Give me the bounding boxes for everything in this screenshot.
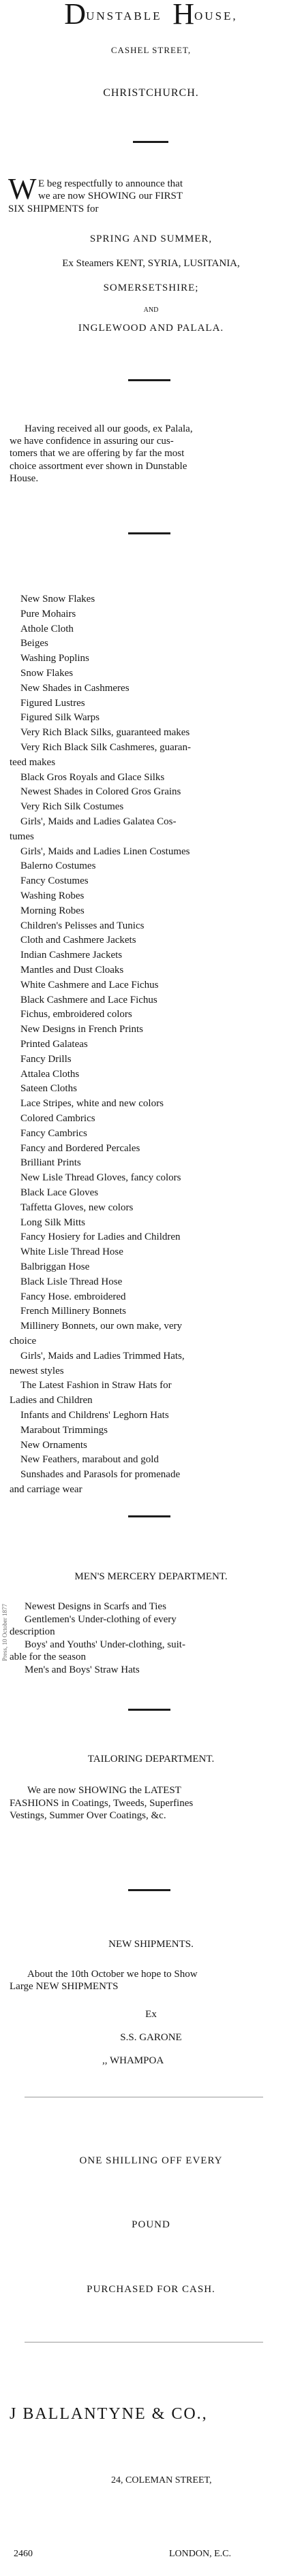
goods-item: choice bbox=[10, 1336, 37, 1347]
divider-rule-3 bbox=[128, 532, 170, 534]
steamers-and: AND bbox=[143, 306, 159, 314]
goods-item: Marabout Trimmings bbox=[20, 1424, 108, 1436]
street-address: CASHEL STREET, bbox=[110, 45, 192, 55]
goods-item: New Feathers, marabout and gold bbox=[20, 1454, 159, 1466]
goods-item: Taffetta Gloves, new colors bbox=[20, 1202, 134, 1213]
goods-item: Black Lace Gloves bbox=[20, 1187, 99, 1198]
notice-line: House. bbox=[10, 472, 39, 484]
goods-item: Cloth and Cashmere Jackets bbox=[20, 935, 136, 946]
shipments-line-1: About the 10th October we hope to Show bbox=[27, 1969, 198, 1980]
goods-item: Fancy Costumes bbox=[20, 875, 89, 887]
goods-item: Indian Cashmere Jackets bbox=[20, 950, 123, 961]
firm-address: 24, COLEMAN STREET, bbox=[111, 2475, 212, 2485]
intro-line-2: we are now SHOWING our FIRST bbox=[38, 191, 183, 202]
goods-item: Pure Mohairs bbox=[20, 608, 76, 619]
shipments-ex: Ex bbox=[145, 2009, 157, 2020]
notice-line: tomers that we are offering by far the most bbox=[10, 448, 185, 460]
goods-item: Girls', Maids and Ladies Galatea Cos- bbox=[20, 816, 177, 827]
goods-item: Lace Stripes, white and new colors bbox=[20, 1098, 164, 1110]
goods-item: New Shades in Cashmeres bbox=[20, 682, 130, 694]
divider-rule-5 bbox=[128, 1709, 170, 1711]
divider-rule-4 bbox=[128, 1515, 170, 1517]
goods-item: Athole Cloth bbox=[20, 623, 74, 634]
goods-item: French Millinery Bonnets bbox=[20, 1306, 126, 1317]
goods-item: Fancy Drills bbox=[20, 1053, 72, 1065]
goods-item: Black Gros Royals and Glace Silks bbox=[20, 771, 165, 783]
goods-item: Washing Robes bbox=[20, 890, 85, 901]
goods-item: Sateen Cloths bbox=[20, 1083, 77, 1095]
goods-item: Balbriggan Hose bbox=[20, 1261, 90, 1272]
goods-item: Black Lisle Thread Hose bbox=[20, 1276, 123, 1287]
goods-item: The Latest Fashion in Straw Hats for bbox=[20, 1380, 172, 1391]
goods-item: Fancy and Bordered Percales bbox=[20, 1142, 140, 1154]
steamers-line-3: INGLEWOOD AND PALALA. bbox=[78, 323, 224, 334]
title-part-2: OUSE, bbox=[194, 10, 238, 22]
intro-line-1: E beg respectfully to announce that bbox=[38, 178, 183, 189]
notice-line: choice assortment ever shown in Dunstable bbox=[10, 460, 187, 472]
shipments-line-2: Large NEW SHIPMENTS bbox=[10, 1981, 119, 1992]
firm-city: LONDON, E.C. bbox=[169, 2549, 231, 2559]
season-heading: SPRING AND SUMMER, bbox=[89, 234, 213, 244]
goods-item: Infants and Childrens' Leghorn Hats bbox=[20, 1410, 169, 1421]
goods-item: tumes bbox=[10, 831, 34, 842]
goods-item: Snow Flakes bbox=[20, 668, 74, 679]
goods-item: New Designs in French Prints bbox=[20, 1024, 143, 1035]
intro-dropcap: W bbox=[8, 172, 37, 206]
goods-item: Attalea Cloths bbox=[20, 1068, 80, 1080]
mercery-item: able for the season bbox=[10, 1652, 87, 1662]
goods-item: White Lisle Thread Hose bbox=[20, 1246, 123, 1258]
goods-item: Long Silk Mitts bbox=[20, 1217, 86, 1228]
goods-item: Morning Robes bbox=[20, 905, 85, 916]
divider-rule-1 bbox=[133, 141, 168, 143]
tailoring-line: FASHIONS in Coatings, Tweeds, Superfines bbox=[10, 1797, 194, 1809]
goods-item: Figured Silk Warps bbox=[20, 712, 100, 724]
shipments-ship-2: ,, WHAMPOA bbox=[102, 2055, 164, 2066]
goods-item: White Cashmere and Lace Fichus bbox=[20, 979, 159, 991]
goods-item: newest styles bbox=[10, 1365, 64, 1376]
goods-item: Very Rich Black Silks, guaranteed makes bbox=[20, 727, 190, 739]
goods-item: Newest Shades in Colored Gros Grains bbox=[20, 786, 181, 798]
goods-item: Children's Pelisses and Tunics bbox=[20, 920, 145, 931]
city-name: CHRISTCHURCH. bbox=[103, 87, 199, 99]
offer-line-3: PURCHASED FOR CASH. bbox=[87, 2284, 215, 2295]
tailoring-line: Vestings, Summer Over Coatings, &c. bbox=[10, 1810, 166, 1821]
goods-item: Fancy Hosiery for Ladies and Children bbox=[20, 1231, 181, 1243]
goods-item: Washing Poplins bbox=[20, 653, 89, 664]
goods-item: Balerno Costumes bbox=[20, 860, 96, 872]
steamers-line-2: SOMERSETSHIRE; bbox=[103, 283, 199, 293]
goods-item: and carriage wear bbox=[10, 1484, 82, 1495]
goods-item: Ladies and Children bbox=[10, 1395, 93, 1406]
goods-item: Beiges bbox=[20, 638, 48, 649]
goods-item: Fancy Hose. embroidered bbox=[20, 1291, 126, 1302]
goods-item: teed makes bbox=[10, 756, 56, 768]
goods-item: Millinery Bonnets, our own make, very bbox=[20, 1321, 183, 1332]
goods-item: Girls', Maids and Ladies Linen Costumes bbox=[20, 846, 190, 857]
goods-item: Brilliant Prints bbox=[20, 1157, 81, 1169]
goods-item: Mantles and Dust Cloaks bbox=[20, 965, 124, 976]
steamers-line-1: Ex Steamers KENT, SYRIA, LUSITANIA, bbox=[62, 258, 240, 269]
goods-item: Girls', Maids and Ladies Trimmed Hats, bbox=[20, 1350, 185, 1362]
offer-line-2: POUND bbox=[132, 2219, 170, 2230]
goods-item: Very Rich Silk Costumes bbox=[20, 801, 124, 813]
divider-rule-2 bbox=[128, 379, 170, 381]
goods-item: Fichus, embroidered colors bbox=[20, 1009, 132, 1020]
title-part-1: UNSTABLE bbox=[86, 10, 162, 22]
goods-item: New Snow Flakes bbox=[20, 594, 95, 605]
shop-name-title bbox=[0, 1, 302, 29]
goods-item: Figured Lustres bbox=[20, 697, 85, 709]
mercery-item: description bbox=[10, 1626, 55, 1637]
goods-item: Fancy Cambrics bbox=[20, 1127, 87, 1139]
mercery-item: Men's and Boys' Straw Hats bbox=[25, 1664, 140, 1675]
mercery-item: Boys' and Youths' Under-clothing, suit- bbox=[25, 1639, 185, 1650]
tailoring-line: We are now SHOWING the LATEST bbox=[27, 1785, 181, 1796]
goods-item: Colored Cambrics bbox=[20, 1113, 95, 1124]
notice-line: Having received all our goods, ex Palala, bbox=[25, 423, 193, 434]
ad-number: 2460 bbox=[14, 2549, 33, 2559]
shipments-heading: NEW SHIPMENTS. bbox=[108, 1939, 194, 1950]
offer-line-1: ONE SHILLING OFF EVERY bbox=[79, 2155, 223, 2166]
divider-rule-6 bbox=[128, 1889, 170, 1891]
margin-note: Press, 10 October 1877 bbox=[1, 1604, 8, 1661]
title-initial-2: H bbox=[172, 0, 195, 31]
goods-item: Sunshades and Parasols for promenade bbox=[20, 1469, 181, 1481]
firm-name: J BALLANTYNE & CO., bbox=[10, 2405, 208, 2423]
notice-line: we have confidence in assuring our cus- bbox=[10, 436, 174, 447]
goods-item: Black Cashmere and Lace Fichus bbox=[20, 994, 157, 1005]
goods-item: Printed Galateas bbox=[20, 1039, 88, 1050]
mercery-item: Newest Designs in Scarfs and Ties bbox=[25, 1601, 166, 1612]
shipments-ship-1: S.S. GARONE bbox=[120, 2032, 182, 2043]
goods-item: New Lisle Thread Gloves, fancy colors bbox=[20, 1172, 181, 1184]
goods-item: New Ornaments bbox=[20, 1439, 87, 1451]
title-initial-1: D bbox=[64, 0, 87, 31]
intro-line-3: SIX SHIPMENTS for bbox=[8, 204, 99, 214]
tailoring-heading: TAILORING DEPARTMENT. bbox=[87, 1754, 215, 1765]
mercery-heading: MEN'S MERCERY DEPARTMENT. bbox=[74, 1571, 228, 1582]
mercery-item: Gentlemen's Under-clothing of every bbox=[25, 1613, 177, 1625]
goods-item: Very Rich Black Silk Cashmeres, guaran- bbox=[20, 742, 191, 753]
